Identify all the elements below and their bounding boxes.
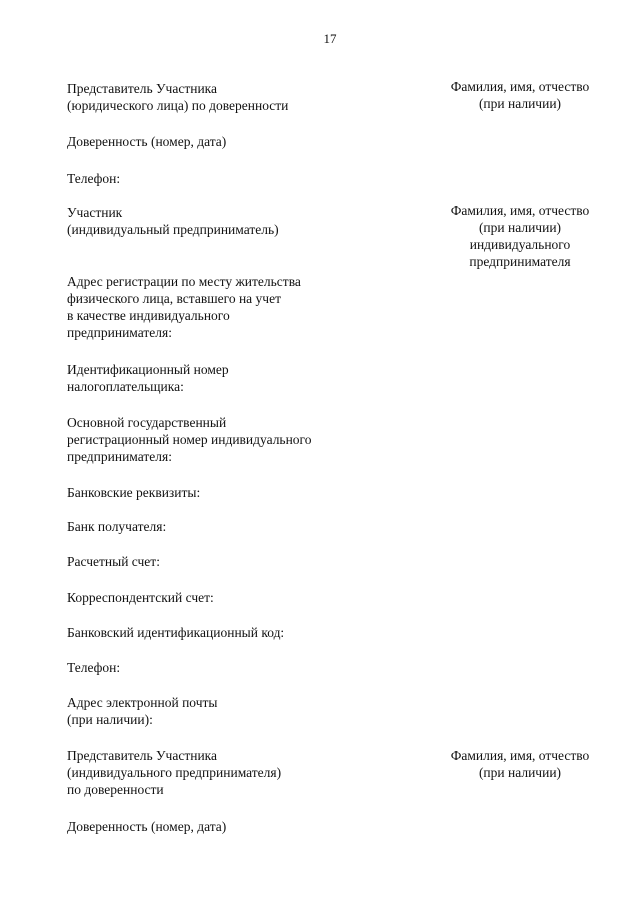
correspondent-account-label: Корреспондентский счет:: [67, 590, 214, 605]
participant-line-1: Участник: [67, 205, 123, 220]
settlement-account-label: Расчетный счет:: [67, 554, 160, 569]
participant-fio-line-3: индивидуального: [469, 237, 571, 252]
email-line-1: Адрес электронной почты: [67, 695, 218, 710]
legal-representative-line-2: (юридического лица) по доверенности: [67, 98, 289, 113]
page-number: 17: [323, 31, 337, 46]
participant-fio-line-4: предпринимателя: [469, 254, 571, 269]
address-line-1: Адрес регистрации по месту жительства: [67, 274, 301, 289]
ip-representative-line-1: Представитель Участника: [67, 748, 218, 763]
bank-details-label: Банковские реквизиты:: [67, 485, 201, 500]
ip-representative-fio-caption: [425, 747, 615, 781]
ip-representative-line-2: (индивидуального предпринимателя): [67, 765, 282, 780]
ogrnip-label: [67, 414, 312, 465]
power-of-attorney-label-2: Доверенность (номер, дата): [67, 819, 227, 834]
participant-label: [67, 204, 279, 238]
address-line-4: предпринимателя:: [67, 325, 172, 340]
fio-caption-line-1: Фамилия, имя, отчество: [450, 79, 590, 94]
ogrnip-line-2: регистрационный номер индивидуального: [67, 432, 312, 447]
ogrnip-line-3: предпринимателя:: [67, 449, 172, 464]
address-line-3: в качестве индивидуального: [67, 308, 230, 323]
bank-name-label: Банк получателя:: [67, 519, 167, 534]
legal-representative-label: [67, 80, 288, 114]
inn-label: [67, 361, 229, 395]
email-line-2: (при наличии):: [67, 712, 153, 727]
phone-label: Телефон:: [67, 171, 121, 186]
participant-fio-line-1: Фамилия, имя, отчество: [450, 203, 590, 218]
power-of-attorney-label: Доверенность (номер, дата): [67, 134, 227, 149]
address-line-2: физического лица, вставшего на учет: [67, 291, 281, 306]
fio-caption-line-2: (при наличии): [478, 96, 562, 111]
email-label: [67, 694, 217, 728]
ip-representative-label: [67, 747, 281, 798]
bik-label: Банковский идентификационный код:: [67, 625, 285, 640]
inn-line-1: Идентификационный номер: [67, 362, 229, 377]
participant-fio-line-2: (при наличии): [478, 220, 562, 235]
registration-address-label: [67, 273, 301, 341]
inn-line-2: налогоплательщика:: [67, 379, 184, 394]
legal-representative-fio-caption: [425, 78, 615, 112]
ogrnip-line-1: Основной государственный: [67, 415, 227, 430]
legal-representative-line-1: Представитель Участника: [67, 81, 218, 96]
ip-fio-caption-line-2: (при наличии): [478, 765, 562, 780]
ip-representative-line-3: по доверенности: [67, 782, 164, 797]
participant-fio-caption: [425, 202, 615, 270]
ip-fio-caption-line-1: Фамилия, имя, отчество: [450, 748, 590, 763]
phone-label-2: Телефон:: [67, 660, 121, 675]
participant-line-2: (индивидуальный предприниматель): [67, 222, 279, 237]
